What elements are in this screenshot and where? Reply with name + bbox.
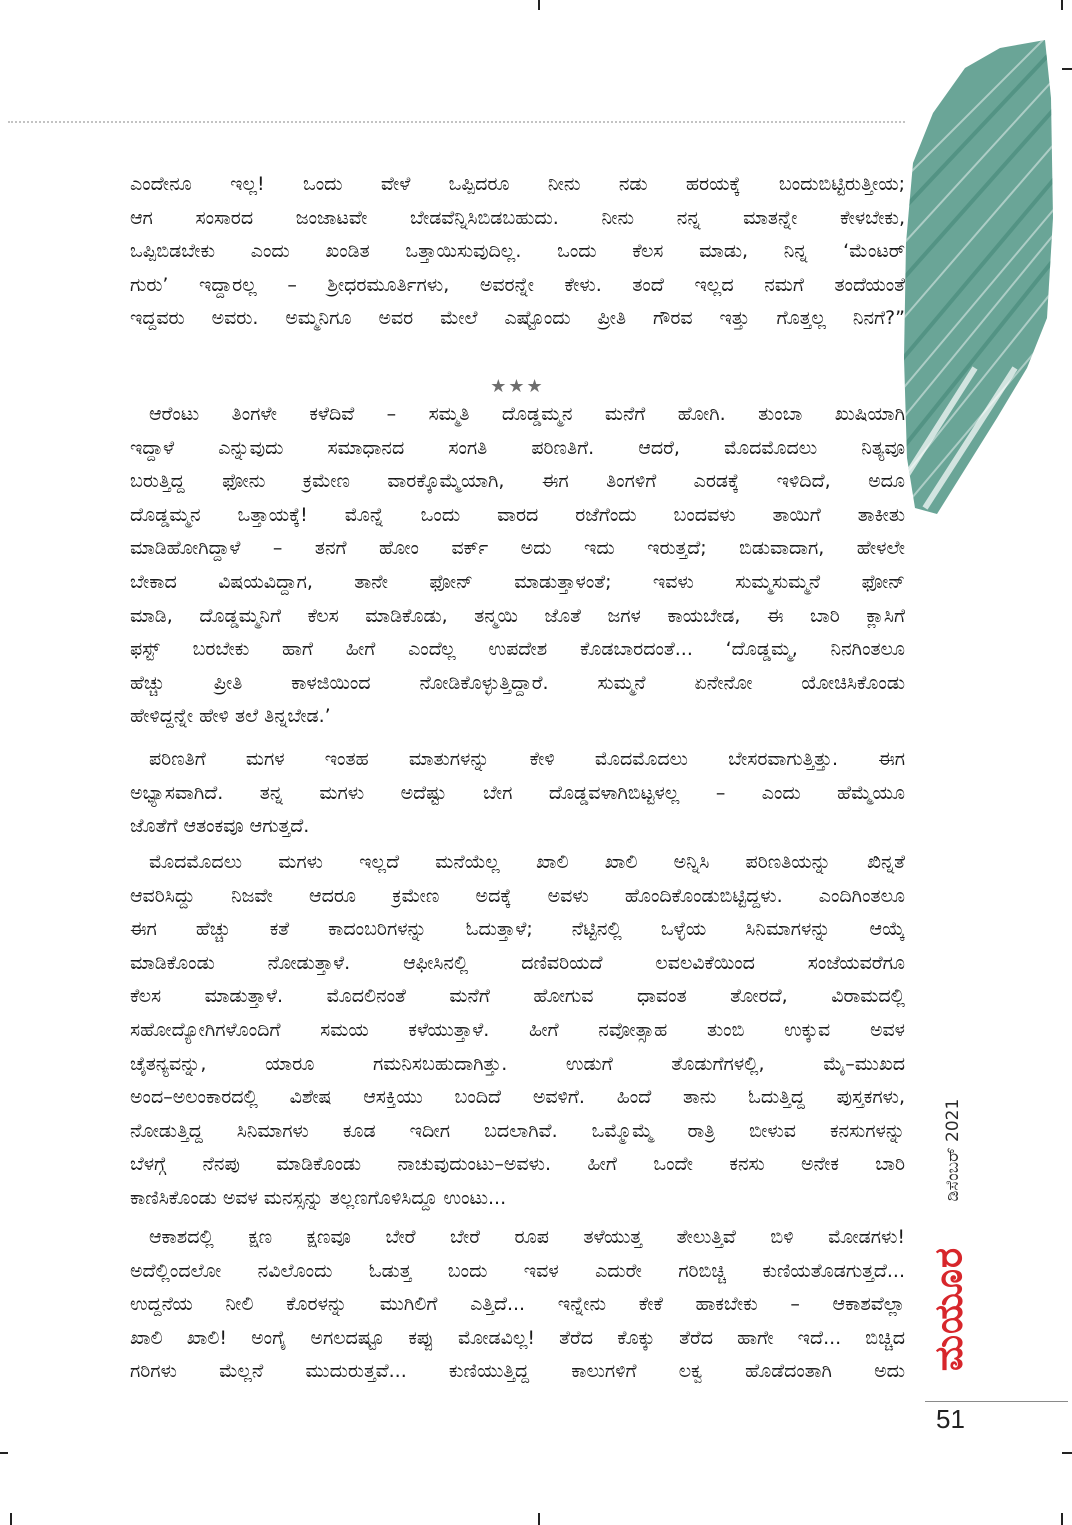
text-line: ಕೆಲಸ ಮಾಡುತ್ತಾಳೆ. ಮೊದಲಿನಂತೆ ಮನೆಗೆ ಹೋಗುವ ಧಾವಂತ ತೋರದೆ, ವಿರಾಮದಲ್ಲಿ bbox=[130, 985, 905, 1008]
text-line: ದೊಡ್ಡಮ್ಮನ ಒತ್ತಾಯಕ್ಕೆ! ಮೊನ್ನೆ ಒಂದು ವಾರದ ರಜೆಗೆಂದು ಬಂದವಳು ತಾಯಿಗೆ ತಾಕೀತು bbox=[130, 503, 905, 526]
text-line: ಎಂದೇನೂ ಇಲ್ಲ! ಒಂದು ವೇಳೆ ಒಪ್ಪಿದರೂ ನೀನು ನಡು ಹರಯಕ್ಕೆ ಬಂದುಬಿಟ್ಟಿರುತ್ತೀಯ; bbox=[130, 173, 905, 195]
text-line: ಬರುತ್ತಿದ್ದ ಫೋನು ಕ್ರಮೇಣ ವಾರಕ್ಕೊಮ್ಮೆಯಾಗಿ, ಈಗ ತಿಂಗಳಿಗೆ ಎರಡಕ್ಕೆ ಇಳಿದಿದೆ, ಅದೂ bbox=[130, 470, 905, 493]
story-paragraph bbox=[130, 398, 905, 734]
text-line: ಅಭ್ಯಾಸವಾಗಿದೆ. ತನ್ನ ಮಗಳು ಅದೆಷ್ಟು ಬೇಗ ದೊಡ್ಡವಳಾಗಿಬಿಟ್ಟಳಲ್ಲ – ಎಂದು ಹೆಮ್ಮೆಯೂ bbox=[130, 781, 905, 804]
text-line: ಅದೆಲ್ಲಿಂದಲೋ ನವಿಲೊಂದು ಓಡುತ್ತ ಬಂದು ಇವಳ ಎದುರೇ ಗರಿಬಿಚ್ಚಿ ಕುಣಿಯತೊಡಗುತ್ತದೆ... bbox=[130, 1259, 905, 1282]
story-paragraph bbox=[130, 1221, 905, 1389]
issue-date bbox=[940, 1092, 966, 1208]
text-line: ಇದ್ದವರು ಅವರು. ಅಮ್ಮನಿಗೂ ಅವರ ಮೇಲೆ ಎಷ್ಟೊಂದು ಪ್ರೀತಿ ಗೌರವ ಇತ್ತು ಗೊತ್ತಲ್ಲ ನಿನಗೆ?” bbox=[130, 307, 905, 330]
crop-mark bbox=[1062, 1452, 1072, 1454]
issue-date-text: ಡಿಸೆಂಬರ್ 2021 bbox=[943, 1098, 963, 1202]
page-number: 51 bbox=[936, 1404, 965, 1434]
text-line: ಮಾಡಿ, ದೊಡ್ಡಮ್ಮನಿಗೆ ಕೆಲಸ ಮಾಡಿಕೊಡು, ತನ್ಮಯಿ ಜೊತೆ ಜಗಳ ಕಾಯಬೇಡ, ಈ ಬಾರಿ ಕ್ಲಾಸಿಗೆ bbox=[130, 604, 905, 627]
text-line: ಜೊತೆಗೆ ಆತಂಕವೂ ಆಗುತ್ತದೆ. bbox=[130, 815, 310, 838]
text-line: ಫಸ್ಟ್ ಬರಬೇಕು ಹಾಗೆ ಹೀಗೆ ಎಂದೆಲ್ಲ ಉಪದೇಶ ಕೊಡಬಾರದಂತೆ... ‘ದೊಡ್ಡಮ್ಮ, ನಿನಗಿಂತಲೂ bbox=[130, 638, 905, 661]
text-line: ಪರಿಣತಿಗೆ ಮಗಳ ಇಂತಹ ಮಾತುಗಳನ್ನು ಕೇಳಿ ಮೊದಮೊದಲು ಬೇಸರವಾಗುತ್ತಿತ್ತು. ಈಗ bbox=[149, 748, 905, 770]
text-line: ಉದ್ದನೆಯ ನೀಲಿ ಕೊರಳನ್ನು ಮುಗಿಲಿಗೆ ಎತ್ತಿದೆ... ಇನ್ನೇನು ಕೇಕೆ ಹಾಕಬೇಕು – ಆಕಾಶವೆಲ್ಲಾ bbox=[130, 1293, 905, 1316]
text-line: ಒಪ್ಪಿಬಿಡಬೇಕು ಎಂದು ಖಂಡಿತ ಒತ್ತಾಯಿಸುವುದಿಲ್ಲ. ಒಂದು ಕೆಲಸ ಮಾಡು, ನಿನ್ನ ‘ಮೆಂಟರ್ bbox=[130, 240, 905, 263]
section-separator-stars: ★★★ bbox=[490, 376, 545, 397]
text-line: ಖಾಲಿ ಖಾಲಿ! ಅಂಗೈ ಅಗಲದಷ್ಟೂ ಕಪ್ಪು ಮೋಡವಿಲ್ಲ! ತೆರೆದ ಕೊಕ್ಕು ತೆರೆದ ಹಾಗೇ ಇದೆ... ಬಿಚ್ಚಿದ bbox=[130, 1326, 905, 1349]
brush-stroke-decoration bbox=[895, 38, 1055, 518]
text-line: ಈಗ ಹೆಚ್ಚು ಕತೆ ಕಾದಂಬರಿಗಳನ್ನು ಓದುತ್ತಾಳೆ; ನೆಟ್ಟಿನಲ್ಲಿ ಒಳ್ಳೆಯ ಸಿನಿಮಾಗಳನ್ನು ಆಯ್ಕೆ bbox=[130, 918, 905, 941]
story-paragraph bbox=[130, 743, 905, 844]
crop-mark bbox=[10, 1513, 12, 1525]
text-line: ಹೇಳಿದ್ದನ್ನೇ ಹೇಳಿ ತಲೆ ತಿನ್ನಬೇಡ.’ bbox=[130, 705, 331, 728]
text-line: ಮಾಡಿಹೋಗಿದ್ದಾಳೆ – ತನಗೆ ಹೋಂ ವರ್ಕ್ ಅದು ಇದು ಇರುತ್ತದೆ; ಬಿಡುವಾದಾಗ, ಹೇಳಲೇ bbox=[130, 537, 905, 560]
dotted-header-rule bbox=[8, 121, 905, 123]
text-line: ಅಂದ–ಅಲಂಕಾರದಲ್ಲಿ ವಿಶೇಷ ಆಸಕ್ತಿಯು ಬಂದಿದೆ ಅವಳಿಗೆ. ಹಿಂದೆ ತಾನು ಓದುತ್ತಿದ್ದ ಪುಸ್ತಕಗಳು, bbox=[130, 1086, 905, 1109]
text-line: ಸಹೋದ್ಯೋಗಿಗಳೊಂದಿಗೆ ಸಮಯ ಕಳೆಯುತ್ತಾಳೆ. ಹೀಗೆ ನವೋತ್ಸಾಹ ತುಂಬಿ ಉಕ್ಕುವ ಅವಳ bbox=[130, 1018, 905, 1041]
text-line: ಬೆಳಗ್ಗೆ ನೆನಪು ಮಾಡಿಕೊಂಡು ನಾಚುವುದುಂಟು–ಅವಳು. ಹೀಗೆ ಒಂದೇ ಕನಸು ಅನೇಕ ಬಾರಿ bbox=[130, 1153, 905, 1176]
magazine-logo-text: ಮಯೂರ bbox=[926, 1246, 971, 1372]
story-paragraph bbox=[130, 846, 905, 1216]
text-line: ಮೊದಮೊದಲು ಮಗಳು ಇಲ್ಲದೆ ಮನೆಯೆಲ್ಲ ಖಾಲಿ ಖಾಲಿ ಅನ್ನಿಸಿ ಪರಿಣತಿಯನ್ನು ಖಿನ್ನತೆ bbox=[149, 851, 905, 873]
crop-mark bbox=[538, 0, 540, 10]
magazine-logo bbox=[926, 1222, 972, 1396]
text-line: ಕಾಣಿಸಿಕೊಂಡು ಅವಳ ಮನಸ್ಸನ್ನು ತಲ್ಲಣಗೊಳಿಸಿದ್ದೂ ಉಂಟು... bbox=[130, 1186, 507, 1209]
story-paragraph bbox=[130, 168, 905, 336]
text-line: ಆಗ ಸಂಸಾರದ ಜಂಜಾಟವೇ ಬೇಡವೆನ್ನಿಸಿಬಿಡಬಹುದು. ನೀನು ನನ್ನ ಮಾತನ್ನೇ ಕೇಳಬೇಕು, bbox=[130, 206, 905, 229]
text-line: ಚೈತನ್ಯವನ್ನು, ಯಾರೂ ಗಮನಿಸಬಹುದಾಗಿತ್ತು. ಉಡುಗೆ ತೊಡುಗೆಗಳಲ್ಲಿ, ಮೈ–ಮುಖದ bbox=[130, 1052, 905, 1075]
text-line: ಆರೆಂಟು ತಿಂಗಳೇ ಕಳೆದಿವೆ – ಸಮ್ಮತಿ ದೊಡ್ಡಮ್ಮನ ಮನೆಗೆ ಹೋಗಿ. ತುಂಬಾ ಖುಷಿಯಾಗಿ bbox=[149, 403, 905, 425]
text-line: ಹೆಚ್ಚು ಪ್ರೀತಿ ಕಾಳಜಿಯಿಂದ ನೋಡಿಕೊಳ್ಳುತ್ತಿದ್ದಾರೆ. ಸುಮ್ಮನೆ ಏನೇನೋ ಯೋಚಿಸಿಕೊಂಡು bbox=[130, 671, 905, 694]
text-line: ನೋಡುತ್ತಿದ್ದ ಸಿನಿಮಾಗಳು ಕೂಡ ಇದೀಗ ಬದಲಾಗಿವೆ. ಒಮ್ಮೊಮ್ಮೆ ರಾತ್ರಿ ಬೀಳುವ ಕನಸುಗಳನ್ನು bbox=[130, 1119, 905, 1142]
text-line: ಗರಿಗಳು ಮೆಲ್ಲನೆ ಮುದುರುತ್ತವೆ... ಕುಣಿಯುತ್ತಿದ್ದ ಕಾಲುಗಳಿಗೆ ಲಕ್ವ ಹೊಡೆದಂತಾಗಿ ಅದು bbox=[130, 1360, 905, 1383]
crop-mark bbox=[1062, 68, 1072, 70]
page-number-rule bbox=[925, 1401, 1068, 1402]
text-line: ಮಾಡಿಕೊಂಡು ನೋಡುತ್ತಾಳೆ. ಆಫೀಸಿನಲ್ಲಿ ದಣಿವರಿಯದೆ ಲವಲವಿಕೆಯಿಂದ ಸಂಜೆಯವರೆಗೂ bbox=[130, 951, 905, 974]
crop-mark bbox=[1061, 0, 1063, 10]
text-line: ಇದ್ದಾಳೆ ಎನ್ನುವುದು ಸಮಾಧಾನದ ಸಂಗತಿ ಪರಿಣತಿಗೆ. ಆದರೆ, ಮೊದಮೊದಲು ನಿತ್ಯವೂ bbox=[130, 436, 905, 459]
crop-mark bbox=[0, 1452, 8, 1454]
crop-mark bbox=[538, 1513, 540, 1525]
text-line: ಗುರು’ ಇದ್ದಾರಲ್ಲ – ಶ್ರೀಧರಮೂರ್ತಿಗಳು, ಅವರನ್ನೇ ಕೇಳು. ತಂದೆ ಇಲ್ಲದ ನಮಗೆ ತಂದೆಯಂತೆ bbox=[130, 273, 905, 296]
text-line: ಆವರಿಸಿದ್ದು ನಿಜವೇ ಆದರೂ ಕ್ರಮೇಣ ಅದಕ್ಕೆ ಅವಳು ಹೊಂದಿಕೊಂಡುಬಿಟ್ಟಿದ್ದಳು. ಎಂದಿಗಿಂತಲೂ bbox=[130, 884, 905, 907]
text-line: ಬೇಕಾದ ವಿಷಯವಿದ್ದಾಗ, ತಾನೇ ಫೋನ್ ಮಾಡುತ್ತಾಳಂತೆ; ಇವಳು ಸುಮ್ಮಸುಮ್ಮನೆ ಫೋನ್ bbox=[130, 570, 905, 593]
text-line: ಆಕಾಶದಲ್ಲಿ ಕ್ಷಣ ಕ್ಷಣವೂ ಬೇರೆ ಬೇರೆ ರೂಪ ತಳೆಯುತ್ತ ತೇಲುತ್ತಿವೆ ಬಿಳಿ ಮೋಡಗಳು! bbox=[149, 1226, 905, 1248]
crop-mark bbox=[1061, 1513, 1063, 1525]
